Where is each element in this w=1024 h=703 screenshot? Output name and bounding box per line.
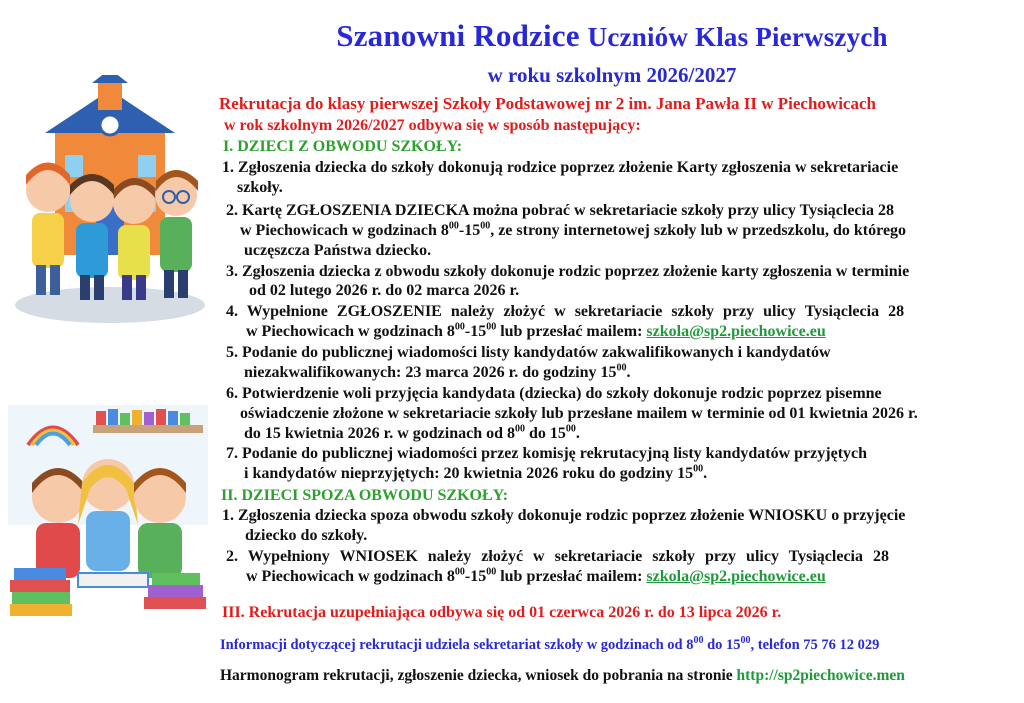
section-2-heading: II. DZIECI SPOZA OBWODU SZKOŁY: — [221, 487, 509, 504]
email-link-2[interactable]: szkola@sp2.piechowice.eu — [646, 568, 826, 585]
school-children-illustration — [10, 75, 210, 325]
s2-item-1-line-2: dziecko do szkoły. — [245, 527, 368, 544]
s1-item-1-line-2: szkoły. — [237, 179, 283, 196]
s2-item-2-line-1: 2. Wypełniony WNIOSEK należy złożyć w sekretariacie szkoły przy ulicy Tysiąclecia 28 — [226, 548, 889, 565]
s1-item-6-line-2: oświadczenie złożone w sekretariacie szkoły lub przesłane mailem w terminie od 01 kwietnia 2026 r. — [240, 405, 918, 422]
s1-item-5-line-2: niezakwalifikowanych: 23 marca 2026 r. do godziny $15^{00}$. — [244, 362, 631, 381]
s2-item-1-line-1: 1. Zgłoszenia dziecka spoza obwodu szkoły dokonuje rodzic poprzez złożenie WNIOSKU o przyjęcie — [222, 507, 906, 524]
intro-line-1: Rekrutacja do klasy pierwszej Szkoły Podstawowej nr 2 im. Jana Pawła II w Piechowicach — [219, 94, 876, 113]
email-link[interactable]: szkola@sp2.piechowice.eu — [646, 323, 826, 340]
s2-item-2-line-2: w Piechowicach w godzinach $8^{00}-15^{00}$ lub przesłać mailem: szkola@sp2.piechowice.eu — [246, 566, 826, 585]
s1-item-7-line-2: i kandydatów nieprzyjętych: 20 kwietnia 2026 roku do godziny $15^{00}$. — [244, 463, 708, 482]
s1-item-5-line-1: 5. Podanie do publicznej wiadomości listy kandydatów zakwalifikowanych i kandydatów — [226, 344, 831, 361]
title-part-1: Szanowni Rodzice — [336, 18, 580, 53]
info-line: Informacji dotyczącej rekrutacji udziela sekretariat szkoły w godzinach od $8^{00}$ do $15^{00}$, telefon 75 76 12 029 — [220, 635, 880, 653]
s1-item-2-line-3: uczęszcza Państwa dziecko. — [244, 242, 432, 259]
footer-line: Harmonogram rekrutacji, zgłoszenie dziecka, wniosek do pobrania na stronie http://sp2piechowice.men — [220, 667, 905, 684]
reading-children-illustration — [8, 405, 208, 620]
page-title — [0, 18, 1024, 54]
s1-item-1-line-1: 1. Zgłoszenia dziecka do szkoły dokonują rodzice poprzez złożenie Karty zgłoszenia w sekretariacie — [222, 159, 899, 176]
s1-item-6-line-1: 6. Potwierdzenie woli przyjęcia kandydata (dziecka) do szkoły dokonuje rodzic poprzez pisemne — [226, 385, 882, 402]
s1-item-3-line-1: 3. Zgłoszenia dziecka z obwodu szkoły dokonuje rodzic poprzez złożenie karty zgłoszenia w terminie — [226, 263, 910, 280]
section-1-heading: I. DZIECI Z OBWODU SZKOŁY: — [223, 138, 463, 155]
intro-line-2: w rok szkolnym 2026/2027 odbywa się w sposób następujący: — [224, 117, 641, 134]
s1-item-2-line-1: 2. Kartę ZGŁOSZENIA DZIECKA można pobrać w sekretariacie szkoły przy ulicy Tysiąclecia 28 — [226, 202, 894, 219]
s1-item-3-line-2: od 02 lutego 2026 r. do 02 marca 2026 r. — [249, 282, 520, 299]
page-subtitle: w roku szkolnym 2026/2027 — [487, 63, 737, 87]
website-link[interactable]: http://sp2piechowice.men — [736, 667, 905, 684]
s1-item-4-line-2: w Piechowicach w godzinach $8^{00}-15^{00}$ lub przesłać mailem: szkola@sp2.piechowice.eu — [246, 321, 826, 340]
section-3-text: III. Rekrutacja uzupełniająca odbywa się od 01 czerwca 2026 r. do 13 lipca 2026 r. — [222, 604, 782, 621]
s1-item-4-line-1: 4. Wypełnione ZGŁOSZENIE należy złożyć w sekretariacie szkoły przy ulicy Tysiąclecia 28 — [226, 303, 905, 320]
s1-item-2-line-2: w Piechowicach w godzinach $8^{00}-15^{00}$, ze strony internetowej szkoły lub w przedszkolu, do którego — [240, 220, 907, 239]
title-part-2: Uczniów Klas Pierwszych — [587, 22, 888, 52]
s1-item-7-line-1: 7. Podanie do publicznej wiadomości przez komisję rekrutacyjną listy kandydatów przyjętych — [226, 445, 868, 462]
s1-item-6-line-3: do 15 kwietnia 2026 r. w godzinach od $8^{00}$ do $15^{00}$. — [244, 423, 580, 442]
